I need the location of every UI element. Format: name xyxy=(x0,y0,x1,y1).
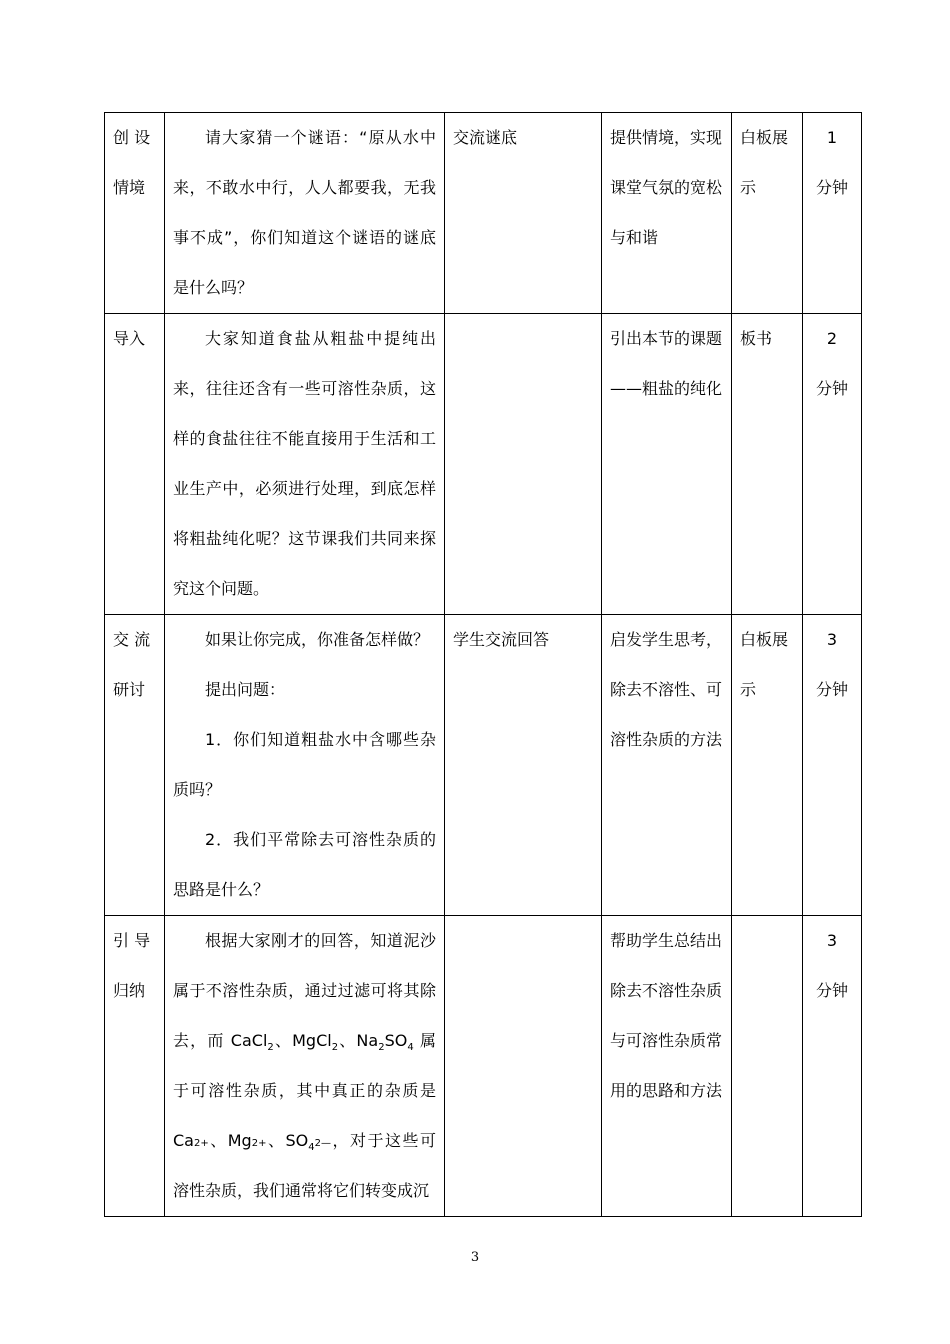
stage-cell xyxy=(105,916,165,1217)
stage-line: 交 流 xyxy=(113,630,151,649)
teacher-paragraph: 2．我们平常除去可溶性杂质的思路是什么？ xyxy=(173,830,436,899)
stage-line: 引 导 xyxy=(113,931,151,950)
time-value: 2 xyxy=(826,329,838,348)
table-row xyxy=(105,314,862,615)
stage-cell xyxy=(105,615,165,916)
charge-label: 2+ xyxy=(251,1138,267,1149)
stage-line: 情境 xyxy=(113,178,146,197)
time-value: 3 xyxy=(826,630,838,649)
time-cell xyxy=(803,113,862,314)
media-cell: 板书 xyxy=(732,314,803,615)
text-run: 、Na xyxy=(338,1031,379,1050)
stage-line: 研讨 xyxy=(113,680,146,699)
page-number: 3 xyxy=(470,1250,480,1265)
student-activity-cell xyxy=(445,314,602,615)
text-run: 、SO xyxy=(266,1131,309,1150)
media-cell xyxy=(732,916,803,1217)
table-row xyxy=(105,916,862,1217)
stage-line: 归纳 xyxy=(113,981,146,1000)
time-unit: 分钟 xyxy=(815,178,848,197)
teacher-activity-cell xyxy=(165,615,445,916)
time-cell xyxy=(803,615,862,916)
text-run: ，对于这些可溶性杂质，我们通常将它们转变成沉 xyxy=(173,1131,436,1200)
text-run: 根据大家刚才的回答，知道泥沙属于不溶性杂质，通过过滤可将其除去，而 CaCl xyxy=(173,931,436,1050)
subscript: 2 xyxy=(378,1042,385,1053)
time-value: 3 xyxy=(826,931,838,950)
time-unit: 分钟 xyxy=(815,981,848,1000)
teacher-activity-cell xyxy=(165,314,445,615)
design-intent-cell: 提供情境，实现课堂气氛的宽松与和谐 xyxy=(602,113,732,314)
teacher-activity-cell xyxy=(165,113,445,314)
stage-line: 创 设 xyxy=(113,128,151,147)
text-run: SO xyxy=(384,1031,408,1050)
time-unit: 分钟 xyxy=(815,680,848,699)
media-cell: 白板展示 xyxy=(732,615,803,916)
time-cell xyxy=(803,916,862,1217)
subscript: 2 xyxy=(267,1042,274,1053)
design-intent-cell: 引出本节的课题——粗盐的纯化 xyxy=(602,314,732,615)
text-run: 、Mg xyxy=(208,1131,252,1150)
teacher-paragraph: 如果让你完成，你准备怎样做？ xyxy=(205,630,430,649)
stage-cell xyxy=(105,113,165,314)
text-run: 属于可溶性杂质，其中真正的杂质是 Ca xyxy=(173,1031,436,1150)
subscript: 2 xyxy=(331,1042,339,1053)
teacher-paragraph: 请大家猜一个谜语：“原从水中来，不敢水中行，人人都要我，无我事不成”，你们知道这个谜语的谜底是什么吗？ xyxy=(173,128,436,297)
charge-label: 2+ xyxy=(193,1138,209,1149)
design-intent-cell: 启发学生思考，除去不溶性、可溶性杂质的方法 xyxy=(602,615,732,916)
teacher-paragraph: 提出问题： xyxy=(205,680,286,699)
text-run: 、MgCl xyxy=(273,1031,332,1050)
subscript: 4 xyxy=(407,1042,414,1053)
charge-label: 2— xyxy=(314,1138,331,1149)
media-cell: 白板展示 xyxy=(732,113,803,314)
teacher-paragraph xyxy=(173,916,436,1216)
subscript: 4 xyxy=(308,1142,315,1153)
student-activity-cell: 学生交流回答 xyxy=(445,615,602,916)
lesson-plan-table xyxy=(104,112,862,1217)
teacher-paragraph: 1．你们知道粗盐水中含哪些杂质吗？ xyxy=(173,730,436,799)
time-cell xyxy=(803,314,862,615)
table-row xyxy=(105,615,862,916)
stage-cell xyxy=(105,314,165,615)
student-activity-cell xyxy=(445,916,602,1217)
stage-line: 导入 xyxy=(113,329,146,348)
student-activity-cell: 交流谜底 xyxy=(445,113,602,314)
teacher-activity-cell xyxy=(165,916,445,1217)
table-row xyxy=(105,113,862,314)
time-value: 1 xyxy=(826,128,838,147)
design-intent-cell: 帮助学生总结出除去不溶性杂质与可溶性杂质常用的思路和方法 xyxy=(602,916,732,1217)
teacher-paragraph: 大家知道食盐从粗盐中提纯出来，往往还含有一些可溶性杂质，这样的食盐往往不能直接用于生活和工业生产中，必须进行处理，到底怎样将粗盐纯化呢？这节课我们共同来探究这个问题。 xyxy=(173,329,436,598)
time-unit: 分钟 xyxy=(815,379,848,398)
